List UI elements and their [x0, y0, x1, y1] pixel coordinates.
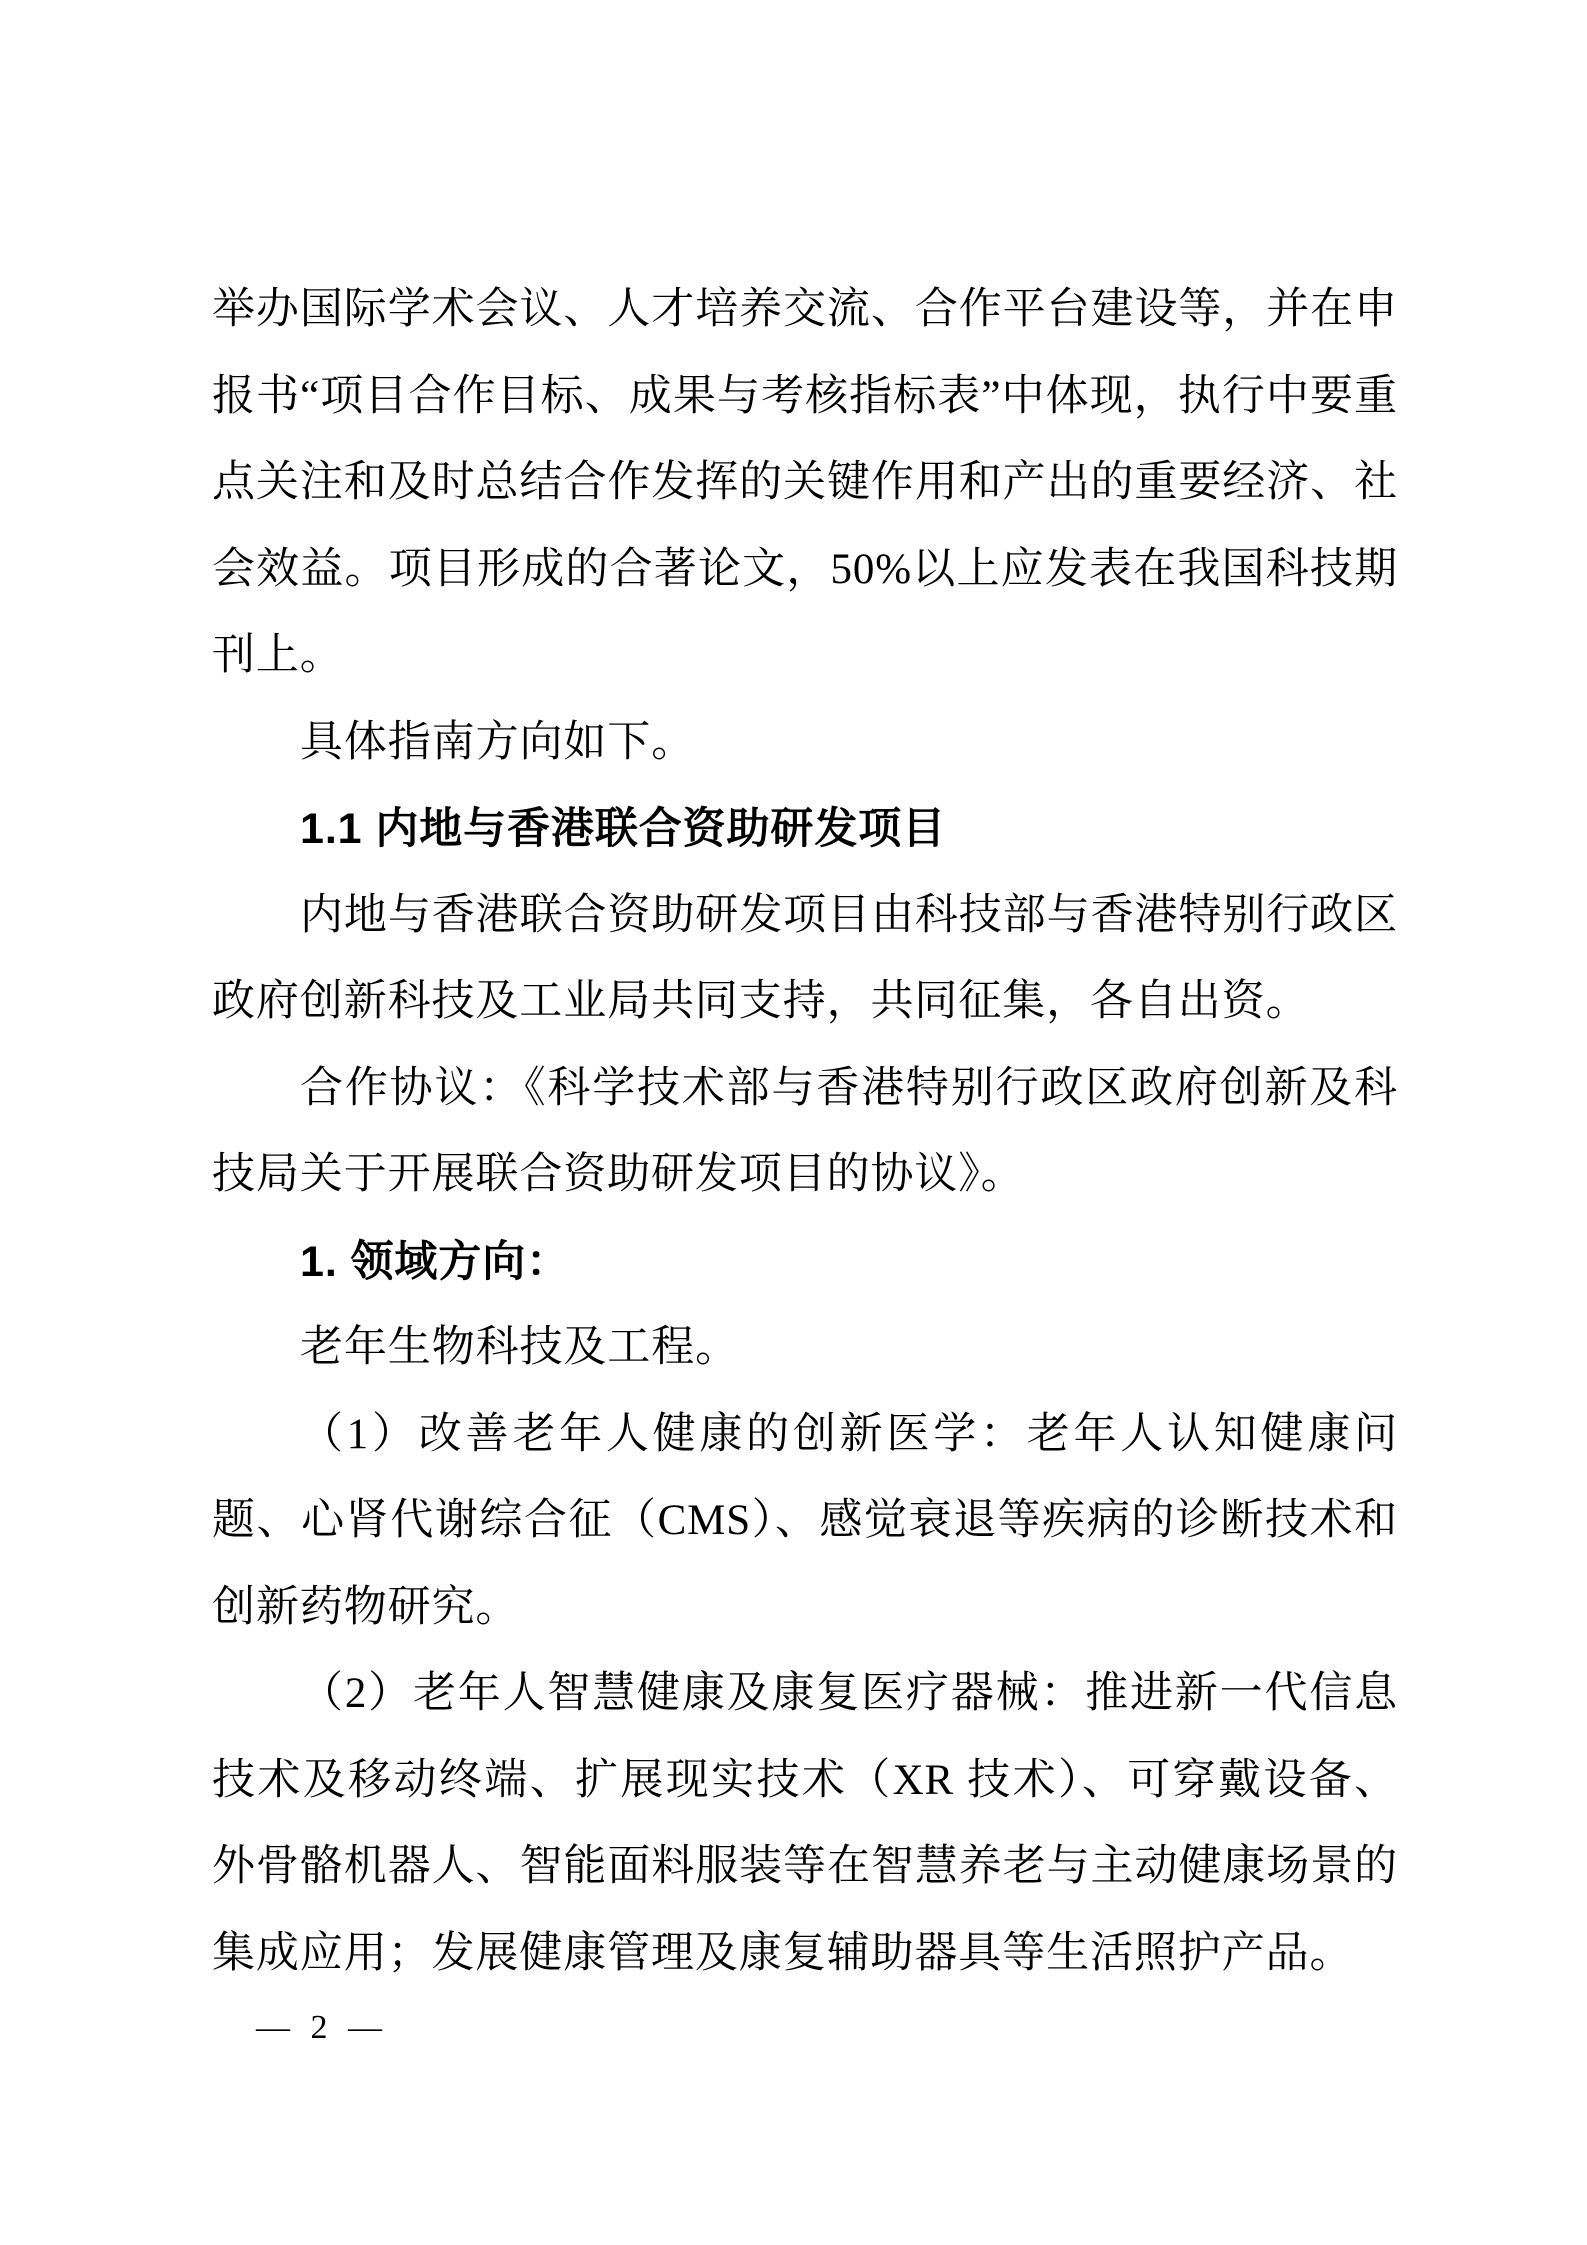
item-2-paragraph: （2）老年人智慧健康及康复医疗器械：推进新一代信息技术及移动终端、扩展现实技术（XR 技术）、可穿戴设备、外骨骼机器人、智能面料服装等在智慧养老与主动健康场景的集成应用；发展健康管理及康复辅助器具等生活照护产品。 [212, 1670, 1398, 1977]
domain-paragraph: 老年生物科技及工程。 [300, 1324, 739, 1371]
continued-paragraph: 举办国际学术会议、人才培养交流、合作平台建设等，并在申报书“项目合作目标、成果与考核指标表”中体现，执行中要重点关注和及时总结合作发挥的关键作用和产出的重要经济、社会效益。项目形成的合著论文，50%以上应发表在我国科技期刊上。 [212, 286, 1398, 679]
project-support-paragraph: 内地与香港联合资助研发项目由科技部与香港特别行政区政府创新科技及工业局共同支持，共同征集，各自出资。 [212, 891, 1398, 1025]
heading-domain-direction: 1. 领域方向： [300, 1237, 571, 1286]
item-1-paragraph: （1）改善老年人健康的创新医学：老年人认知健康问题、心肾代谢综合征（CMS）、感觉衰退等疾病的诊断技术和创新药物研究。 [212, 1410, 1398, 1631]
page-number: — 2 — [256, 2009, 385, 2046]
intro-paragraph: 具体指南方向如下。 [300, 718, 696, 766]
cooperation-agreement-paragraph: 合作协议：《科学技术部与香港特别行政区政府创新及科技局关于开展联合资助研发项目的协议》。 [212, 1064, 1398, 1198]
section-heading-1-1: 1.1 内地与香港联合资助研发项目 [300, 805, 947, 853]
document-body [212, 267, 1398, 1997]
